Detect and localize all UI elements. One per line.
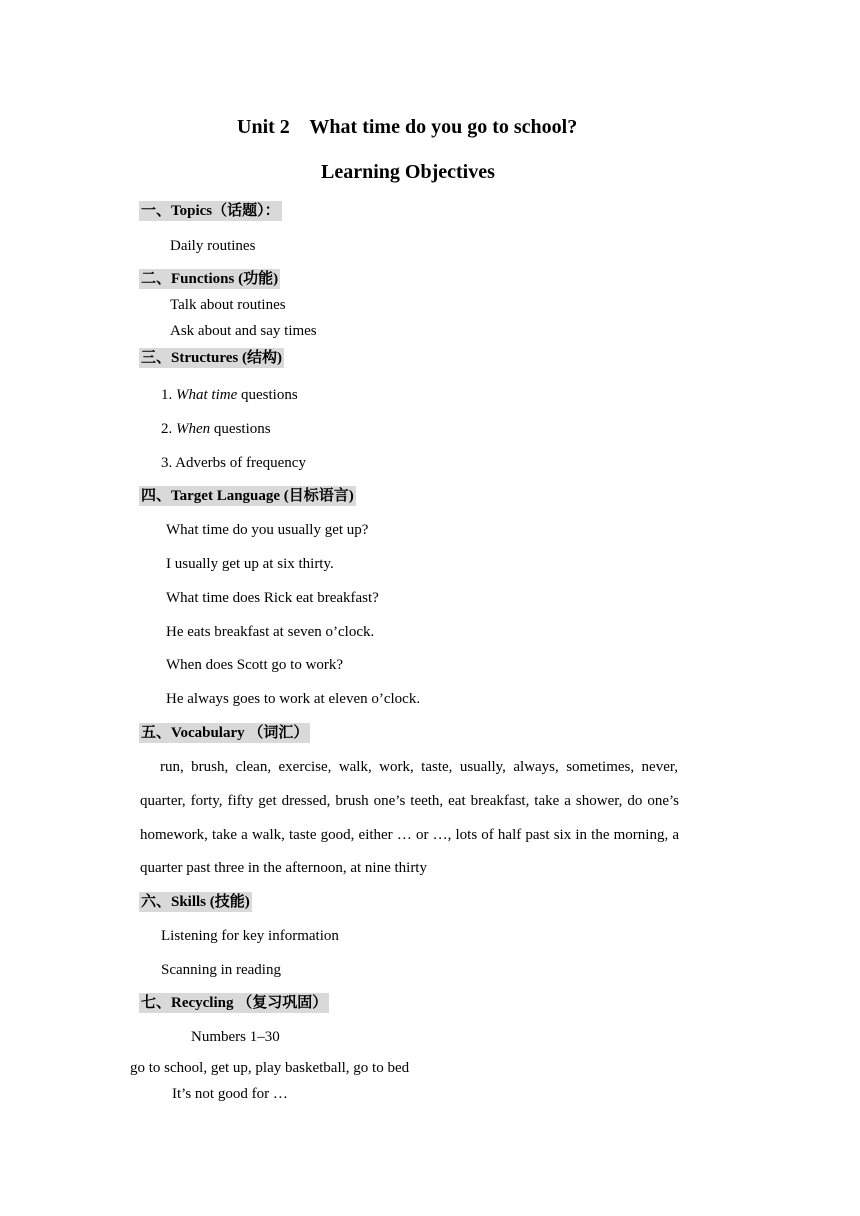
target-language-item: What time does Rick eat breakfast? [166, 590, 379, 606]
page-title: Unit 2 What time do you go to school? [237, 116, 578, 138]
structures-item [161, 419, 271, 439]
functions-item: Ask about and say times [170, 323, 317, 339]
target-language-item: He always goes to work at eleven o’clock. [166, 691, 421, 707]
structures-item-emphasis: What time [176, 387, 238, 403]
structures-item-number: 1. [161, 387, 176, 403]
section-heading-skills: 六、Skills (技能) [141, 894, 250, 910]
structures-item-number: 3. Adverbs of frequency [161, 455, 306, 471]
topics-item: Daily routines [170, 238, 256, 254]
page-subtitle: Learning Objectives [321, 161, 495, 183]
structures-item-text: questions [237, 387, 298, 403]
functions-item: Talk about routines [170, 297, 286, 313]
skills-item: Listening for key information [161, 928, 339, 944]
vocabulary-line: quarter, forty, fifty get dressed, brush one’s teeth, eat breakfast, take a shower, do one’s [140, 793, 679, 809]
recycling-item: Numbers 1–30 [191, 1029, 280, 1045]
target-language-item: When does Scott go to work? [166, 657, 344, 673]
recycling-item: go to school, get up, play basketball, go to bed [130, 1060, 410, 1076]
structures-item-emphasis: When [176, 421, 211, 437]
target-language-item: I usually get up at six thirty. [166, 556, 334, 572]
section-heading-topics: 一、Topics（话题）： [141, 203, 280, 219]
structures-item-number: 2. [161, 421, 176, 437]
structures-item-text: questions [210, 421, 271, 437]
vocabulary-line: run, brush, clean, exercise, walk, work, taste, usually, always, sometimes, never, [160, 759, 678, 775]
section-heading-functions: 二、Functions (功能) [141, 271, 279, 287]
recycling-item: It’s not good for … [172, 1086, 288, 1102]
target-language-item: What time do you usually get up? [166, 522, 369, 538]
skills-item: Scanning in reading [161, 962, 281, 978]
section-heading-recycling: 七、Recycling （复习巩固） [141, 995, 328, 1011]
section-heading-structures: 三、Structures (结构) [141, 350, 282, 366]
structures-item [161, 385, 298, 405]
structures-item [161, 453, 306, 473]
section-heading-target-language: 四、Target Language (目标语言) [141, 488, 354, 504]
vocabulary-line: homework, take a walk, taste good, either … or …, lots of half past six in the morning, a [140, 827, 679, 843]
target-language-item: He eats breakfast at seven o’clock. [166, 624, 375, 640]
section-heading-vocabulary: 五、Vocabulary （词汇） [141, 725, 309, 741]
vocabulary-line: quarter past three in the afternoon, at nine thirty [140, 860, 427, 876]
